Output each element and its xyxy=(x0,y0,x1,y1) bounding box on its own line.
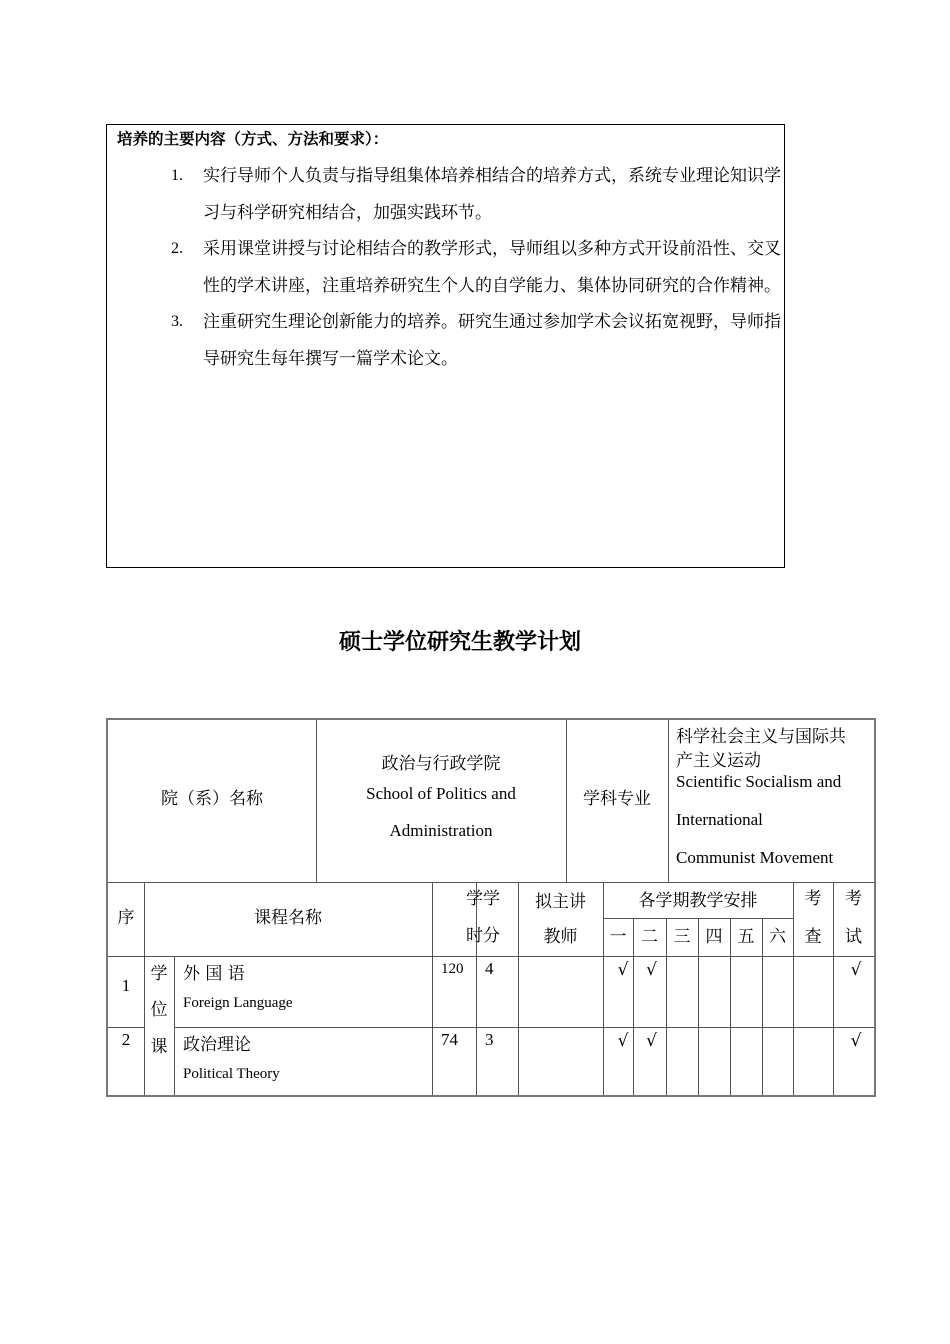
item-text: 注重研究生理论创新能力的培养。研究生通过参加学术会议拓宽视野，导师指导研究生每年撰写一篇学术论文。 xyxy=(203,312,781,369)
item-number: 2. xyxy=(171,240,183,257)
header-teacher-bottom: 教师 xyxy=(543,927,578,947)
header-hours-credits-bottom: 时分 xyxy=(466,926,500,946)
table-rule xyxy=(476,882,477,1095)
semester-2-mark: √ xyxy=(646,960,657,980)
header-semester-1: 一 xyxy=(609,927,627,947)
semester-1-mark: √ xyxy=(617,960,629,980)
table-rule xyxy=(833,882,834,1095)
department-name-cn: 政治与行政学院 xyxy=(381,754,501,774)
header-semester-4: 四 xyxy=(705,927,723,947)
header-exam-bottom: 试 xyxy=(845,927,862,947)
row-seq: 1 xyxy=(121,976,131,995)
training-content-box xyxy=(106,124,785,568)
header-semester-3: 三 xyxy=(673,927,691,947)
list-item xyxy=(171,231,781,304)
exam-mark: √ xyxy=(850,960,862,980)
table-rule xyxy=(108,956,874,957)
item-text: 实行导师个人负责与指导组集体培养相结合的培养方式，系统专业理论知识学习与科学研究相结合，加强实践环节。 xyxy=(203,166,781,223)
major-name-cn-line1: 科学社会主义与国际共 xyxy=(676,727,846,747)
category-char: 学 xyxy=(150,964,168,984)
training-items-list xyxy=(171,158,781,377)
item-number: 1. xyxy=(171,167,183,184)
teaching-plan-table xyxy=(106,718,876,1097)
header-semester-schedule: 各学期教学安排 xyxy=(638,891,758,911)
course-hours: 74 xyxy=(441,1030,458,1049)
table-rule xyxy=(174,956,175,1095)
course-credits: 4 xyxy=(485,959,494,978)
header-semester-5: 五 xyxy=(737,927,755,947)
item-number: 3. xyxy=(171,313,183,330)
major-name-en-line1: Scientific Socialism and xyxy=(676,772,842,791)
major-name-en-line3: Communist Movement xyxy=(676,848,834,867)
header-exam-top: 考 xyxy=(845,889,862,909)
semester-1-mark: √ xyxy=(617,1031,629,1051)
list-item xyxy=(171,304,781,377)
course-hours: 120 xyxy=(441,961,464,977)
exam-mark: √ xyxy=(850,1031,862,1051)
course-credits: 3 xyxy=(485,1030,494,1049)
table-rule xyxy=(793,882,794,1095)
department-name-en-line1: School of Politics and xyxy=(366,784,516,803)
row-seq: 2 xyxy=(121,1030,131,1049)
table-rule xyxy=(432,882,433,1095)
list-item xyxy=(171,158,781,231)
plan-title: 硕士学位研究生教学计划 xyxy=(338,630,581,655)
header-semester-2: 二 xyxy=(641,927,658,947)
semester-2-mark: √ xyxy=(646,1031,657,1051)
course-name-cn: 政治理论 xyxy=(183,1035,251,1055)
table-rule xyxy=(108,1027,144,1028)
item-text: 采用课堂讲授与讨论相结合的教学形式，导师组以多种方式开设前沿性、交叉性的学术讲座，注重培养研究生个人的自学能力、集体协同研究的合作精神。 xyxy=(203,239,781,296)
major-name-en-line2: International xyxy=(676,810,763,829)
header-check-bottom: 查 xyxy=(804,927,822,947)
course-name-en: Foreign Language xyxy=(183,995,293,1011)
header-course-name: 课程名称 xyxy=(254,908,322,928)
header-check-top: 考 xyxy=(804,889,822,909)
category-char: 位 xyxy=(150,1000,168,1020)
department-name-en-line2: Administration xyxy=(389,821,493,840)
table-rule xyxy=(174,1027,874,1028)
major-label: 学科专业 xyxy=(583,789,651,809)
table-rule xyxy=(668,720,669,882)
major-name-cn-line2: 产主义运动 xyxy=(676,751,761,771)
table-rule xyxy=(603,882,604,1095)
department-label: 院（系）名称 xyxy=(161,789,263,809)
category-char: 课 xyxy=(150,1037,168,1057)
course-name-en: Political Theory xyxy=(183,1066,280,1082)
header-semester-6: 六 xyxy=(769,927,786,947)
section-heading: 培养的主要内容（方式、方法和要求）： xyxy=(117,130,389,148)
header-hours-credits-top: 学学 xyxy=(466,889,500,909)
table-rule xyxy=(518,882,519,1095)
header-seq: 序 xyxy=(117,908,135,928)
course-name-cn: 外 国 语 xyxy=(183,964,245,984)
header-teacher-top: 拟主讲 xyxy=(535,892,586,912)
table-rule xyxy=(108,882,874,883)
